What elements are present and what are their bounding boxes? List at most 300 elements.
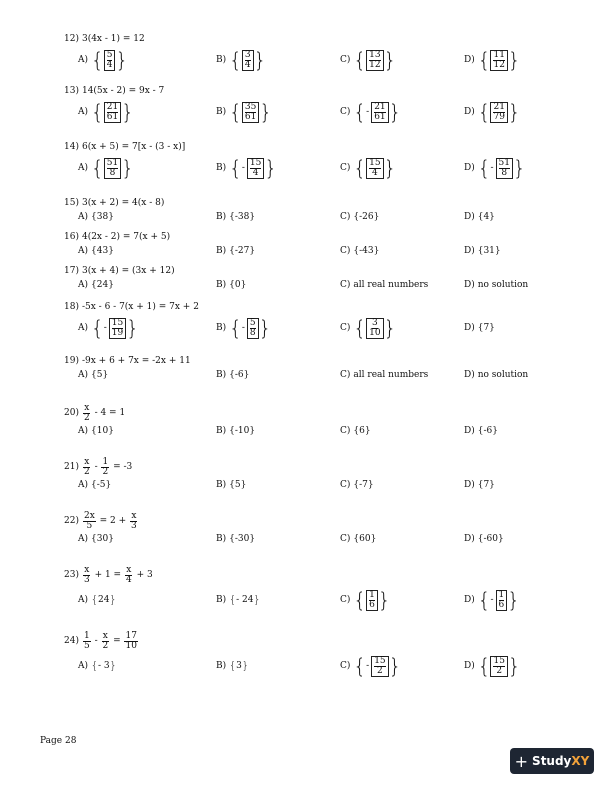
question	[64, 142, 564, 182]
denominator: 12	[369, 59, 381, 70]
fraction	[130, 512, 138, 531]
option-set	[229, 590, 260, 610]
numerator: 5	[249, 317, 256, 328]
left-brace: {	[229, 316, 242, 340]
question-stem	[64, 632, 564, 651]
fraction	[124, 632, 137, 651]
option-value: {-6}	[477, 426, 498, 436]
fraction	[83, 404, 91, 423]
option-set	[91, 318, 139, 339]
fraction	[101, 458, 109, 477]
option-value: {-6}	[229, 370, 250, 380]
equation: 3(x + 4) = (3x + 12)	[81, 266, 175, 276]
numerator: x	[84, 457, 90, 467]
equation-text: -	[91, 462, 101, 472]
numerator: 35	[244, 101, 257, 112]
option-label: B)	[216, 534, 227, 544]
option-set	[353, 158, 396, 179]
option-set	[229, 318, 271, 339]
right-brace: }	[388, 100, 402, 124]
question-number: 20)	[64, 408, 79, 418]
option-set	[478, 158, 526, 179]
option-label: A)	[78, 370, 89, 380]
answer-options	[78, 368, 564, 382]
answer-option	[340, 368, 428, 382]
answer-option	[340, 424, 371, 438]
answer-option	[78, 46, 128, 74]
answer-option	[340, 46, 396, 74]
option-label: A)	[78, 323, 89, 333]
option-label: A)	[78, 480, 89, 490]
right-brace: }	[258, 316, 272, 340]
option-value: {38}	[91, 212, 114, 222]
denominator: 19	[111, 327, 124, 338]
option-label: A)	[78, 595, 89, 605]
right-brace: }	[109, 593, 117, 606]
right-brace: }	[388, 654, 402, 678]
option-value: no solution	[477, 370, 529, 380]
option-label: C)	[340, 370, 351, 380]
question	[64, 302, 564, 342]
answer-option	[464, 532, 504, 546]
numerator: x	[102, 631, 108, 641]
denominator: 6	[498, 599, 505, 610]
option-value: 24	[98, 595, 110, 605]
option-set	[353, 656, 401, 677]
fraction	[83, 458, 91, 477]
answer-option	[78, 532, 114, 546]
option-label: B)	[216, 280, 227, 290]
option-label: D)	[464, 55, 475, 65]
option-value: {0}	[229, 280, 247, 290]
answer-options	[78, 478, 564, 492]
boxed-fraction	[242, 102, 259, 123]
option-set	[91, 50, 128, 71]
boxed-fraction	[366, 158, 383, 179]
question-number: 24)	[64, 636, 79, 646]
answer-option	[340, 154, 396, 182]
option-label: A)	[78, 661, 89, 671]
question-stem	[64, 34, 564, 45]
answer-option	[464, 314, 495, 342]
option-label: D)	[464, 163, 475, 173]
denominator: 2	[496, 665, 503, 676]
numerator: 21	[493, 101, 505, 112]
option-value: {10}	[91, 426, 114, 436]
option-label: D)	[464, 661, 475, 671]
numerator: 2x	[83, 511, 95, 521]
answer-option	[78, 98, 134, 126]
numerator: 51	[498, 157, 510, 168]
option-value: {-60}	[477, 534, 504, 544]
answer-option	[216, 154, 277, 182]
answer-option	[216, 278, 246, 292]
answer-option	[78, 424, 114, 438]
option-value: {7}	[477, 480, 495, 490]
question-number: 19)	[64, 356, 79, 366]
right-brace: }	[253, 593, 261, 606]
numerator: 15	[249, 157, 262, 168]
question-stem	[64, 198, 564, 209]
equation: -5x - 6 - 7(x + 1) = 7x + 2	[81, 302, 199, 312]
answer-option	[216, 652, 249, 680]
numerator: 3	[244, 49, 251, 60]
denominator: 4	[125, 575, 132, 585]
option-label: D)	[464, 323, 475, 333]
answer-option	[340, 244, 379, 258]
option-label: D)	[464, 280, 475, 290]
answer-option	[464, 154, 526, 182]
denominator: 79	[493, 111, 505, 122]
right-brace: }	[264, 156, 278, 180]
answer-option	[340, 314, 396, 342]
left-brace: {	[91, 659, 99, 672]
answer-option	[78, 210, 114, 224]
answer-options	[78, 98, 564, 126]
answer-option	[464, 586, 520, 614]
question	[64, 34, 564, 74]
option-label: C)	[340, 55, 351, 65]
question-number: 12)	[64, 34, 79, 44]
option-set	[229, 102, 272, 123]
option-set	[229, 656, 249, 676]
option-label: C)	[340, 480, 351, 490]
question	[64, 458, 564, 492]
answer-option	[78, 278, 114, 292]
left-brace: {	[229, 593, 237, 606]
question-number: 16)	[64, 232, 79, 242]
option-set	[91, 590, 116, 610]
option-label: B)	[216, 163, 227, 173]
option-label: D)	[464, 107, 475, 117]
answer-option	[216, 478, 246, 492]
boxed-fraction	[104, 158, 121, 179]
left-brace: {	[91, 316, 104, 340]
plus-icon: +	[514, 751, 529, 771]
answer-option	[78, 586, 116, 614]
minus-sign: -	[241, 323, 245, 333]
option-set	[353, 590, 390, 611]
right-brace: }	[121, 156, 134, 180]
answer-options	[78, 46, 564, 74]
option-label: C)	[340, 163, 351, 173]
option-value: - 24	[236, 595, 254, 605]
answer-option	[464, 652, 521, 680]
option-label: C)	[340, 323, 351, 333]
option-label: D)	[464, 595, 475, 605]
left-brace: {	[229, 100, 242, 124]
equation-text: = 2 +	[96, 516, 130, 526]
denominator: 8	[109, 167, 116, 178]
option-label: A)	[78, 107, 89, 117]
option-label: A)	[78, 163, 89, 173]
option-label: B)	[216, 595, 227, 605]
right-brace: }	[253, 48, 267, 72]
denominator: 3	[131, 521, 137, 531]
fraction	[83, 512, 96, 531]
denominator: 10	[369, 327, 381, 338]
denominator: 61	[244, 111, 257, 122]
option-label: C)	[340, 661, 351, 671]
right-brace: }	[507, 100, 521, 124]
question	[64, 198, 564, 224]
boxed-fraction	[366, 318, 383, 339]
option-label: A)	[78, 280, 89, 290]
answer-option	[340, 210, 379, 224]
denominator: 8	[249, 327, 256, 338]
answer-option	[464, 368, 528, 382]
question-number: 18)	[64, 302, 79, 312]
answer-option	[216, 46, 266, 74]
numerator: 11	[493, 49, 505, 60]
answer-options	[78, 424, 564, 438]
numerator: 51	[106, 157, 119, 168]
answer-option	[78, 314, 139, 342]
studyxy-logo	[510, 748, 594, 774]
boxed-fraction	[496, 590, 508, 611]
equation-text: + 1 =	[91, 570, 124, 580]
question-number: 15)	[64, 198, 79, 208]
boxed-fraction	[109, 318, 126, 339]
question	[64, 86, 564, 126]
minus-sign: -	[366, 661, 370, 671]
option-label: D)	[464, 426, 475, 436]
right-brace: }	[383, 48, 397, 72]
answer-option	[464, 478, 495, 492]
equation: 6(x + 5) = 7[x - (3 - x)]	[81, 142, 186, 152]
option-set	[353, 102, 401, 123]
option-set	[91, 158, 134, 179]
option-value: all real numbers	[353, 280, 429, 290]
numerator: x	[84, 565, 90, 575]
option-set	[91, 656, 117, 676]
option-value: {-27}	[229, 246, 256, 256]
denominator: 2	[102, 641, 109, 651]
question-stem	[64, 86, 564, 97]
answer-option	[78, 478, 111, 492]
option-value: all real numbers	[353, 370, 429, 380]
option-label: D)	[464, 212, 475, 222]
numerator: 3	[372, 317, 378, 328]
option-value: {6}	[353, 426, 371, 436]
option-label: C)	[340, 246, 351, 256]
boxed-fraction	[366, 590, 378, 611]
left-brace: {	[353, 100, 367, 124]
left-brace: {	[91, 100, 104, 124]
equation: 14(5x - 2) = 9x - 7	[81, 86, 165, 96]
option-value: {5}	[91, 370, 109, 380]
denominator: 5	[86, 521, 93, 531]
question	[64, 404, 564, 438]
option-label: C)	[340, 107, 351, 117]
question-number: 22)	[64, 516, 79, 526]
equation-text: = -3	[110, 462, 133, 472]
option-label: B)	[216, 661, 227, 671]
page-number: Page 28	[40, 736, 77, 746]
boxed-fraction	[104, 50, 116, 71]
right-brace: }	[115, 48, 129, 72]
right-brace: }	[259, 100, 273, 124]
numerator: 13	[369, 49, 381, 60]
numerator: 21	[374, 101, 386, 112]
equation: 3(4x - 1) = 12	[81, 34, 145, 44]
left-brace: {	[477, 48, 491, 72]
option-value: {-7}	[353, 480, 374, 490]
denominator: 6	[369, 599, 375, 610]
answer-option	[216, 424, 255, 438]
question-stem	[64, 302, 564, 313]
left-brace: {	[477, 588, 491, 612]
option-value: {31}	[477, 246, 501, 256]
option-set	[229, 50, 266, 71]
right-brace: }	[241, 659, 249, 672]
minus-sign: -	[490, 595, 494, 605]
answer-option	[78, 244, 114, 258]
right-brace: }	[126, 316, 139, 340]
boxed-fraction	[490, 656, 507, 677]
answer-option	[464, 98, 521, 126]
answer-option	[216, 314, 271, 342]
denominator: 10	[125, 641, 137, 651]
denominator: 2	[377, 665, 383, 676]
option-value: {4}	[477, 212, 495, 222]
left-brace: {	[229, 156, 242, 180]
boxed-fraction	[371, 656, 388, 677]
question-number: 21)	[64, 462, 79, 472]
numerator: 1	[498, 589, 505, 600]
option-value: {5}	[229, 480, 247, 490]
numerator: 15	[111, 317, 124, 328]
question-number: 13)	[64, 86, 79, 96]
equation: -9x + 6 + 7x = -2x + 11	[81, 356, 191, 366]
question-stem	[64, 404, 564, 423]
denominator: 4	[244, 59, 251, 70]
right-brace: }	[507, 654, 521, 678]
question-stem	[64, 566, 564, 585]
denominator: 2	[83, 413, 90, 423]
boxed-fraction	[371, 102, 388, 123]
option-label: D)	[464, 534, 475, 544]
boxed-fraction	[490, 102, 507, 123]
boxed-fraction	[242, 50, 254, 71]
numerator: 1	[102, 457, 109, 467]
equation: 4(2x - 2) = 7(x + 5)	[81, 232, 171, 242]
option-label: C)	[340, 212, 351, 222]
question	[64, 632, 564, 680]
left-brace: {	[477, 156, 491, 180]
question-stem	[64, 356, 564, 367]
option-set	[229, 158, 277, 179]
answer-option	[216, 244, 255, 258]
numerator: x	[131, 511, 137, 521]
right-brace: }	[383, 316, 397, 340]
option-set	[353, 318, 396, 339]
option-label: B)	[216, 370, 227, 380]
answer-options	[78, 210, 564, 224]
option-label: D)	[464, 246, 475, 256]
option-set	[353, 50, 396, 71]
numerator: 5	[106, 49, 113, 60]
option-label: B)	[216, 212, 227, 222]
option-label: B)	[216, 323, 227, 333]
left-brace: {	[229, 659, 237, 672]
left-brace: {	[229, 48, 242, 72]
answer-option	[216, 98, 272, 126]
answer-option	[216, 210, 255, 224]
denominator: 4	[372, 167, 378, 178]
answer-option	[216, 532, 255, 546]
left-brace: {	[353, 48, 367, 72]
option-label: A)	[78, 534, 89, 544]
option-label: D)	[464, 480, 475, 490]
option-label: C)	[340, 595, 351, 605]
answer-option	[464, 210, 495, 224]
answer-option	[340, 586, 391, 614]
option-label: D)	[464, 370, 475, 380]
answer-option	[464, 46, 521, 74]
minus-sign: -	[366, 107, 370, 117]
numerator: 15	[374, 655, 386, 666]
question	[64, 512, 564, 546]
right-brace: }	[512, 156, 526, 180]
right-brace: }	[121, 100, 134, 124]
option-label: B)	[216, 107, 227, 117]
option-label: C)	[340, 280, 351, 290]
denominator: 5	[83, 641, 90, 651]
question	[64, 566, 564, 614]
numerator: 15	[369, 157, 381, 168]
left-brace: {	[353, 654, 367, 678]
left-brace: {	[91, 48, 104, 72]
answer-options	[78, 278, 564, 292]
denominator: 2	[83, 467, 90, 477]
answer-option	[340, 98, 401, 126]
answer-option	[78, 368, 108, 382]
equation-text: =	[110, 636, 124, 646]
question-stem	[64, 232, 564, 243]
answer-option	[216, 368, 249, 382]
answer-option	[216, 586, 260, 614]
answer-option	[340, 652, 401, 680]
question-number: 23)	[64, 570, 79, 580]
option-value: no solution	[477, 280, 529, 290]
boxed-fraction	[366, 50, 383, 71]
question	[64, 266, 564, 292]
answer-option	[340, 478, 374, 492]
answer-option	[340, 532, 376, 546]
option-label: B)	[216, 246, 227, 256]
left-brace: {	[353, 316, 367, 340]
minus-sign: -	[241, 163, 245, 173]
equation: 3(x + 2) = 4(x - 8)	[81, 198, 165, 208]
fraction	[125, 566, 133, 585]
option-value: - 3	[98, 661, 110, 671]
right-brace: }	[377, 588, 391, 612]
option-value: {24}	[91, 280, 114, 290]
option-label: A)	[78, 55, 89, 65]
numerator: 21	[106, 101, 119, 112]
option-value: {60}	[353, 534, 377, 544]
question-number: 17)	[64, 266, 79, 276]
denominator: 4	[106, 59, 113, 70]
denominator: 61	[106, 111, 119, 122]
brand-name-accent: XY	[571, 754, 590, 768]
question	[64, 232, 564, 258]
equation-text: -	[91, 636, 101, 646]
boxed-fraction	[490, 50, 507, 71]
left-brace: {	[353, 588, 367, 612]
boxed-fraction	[104, 102, 121, 123]
